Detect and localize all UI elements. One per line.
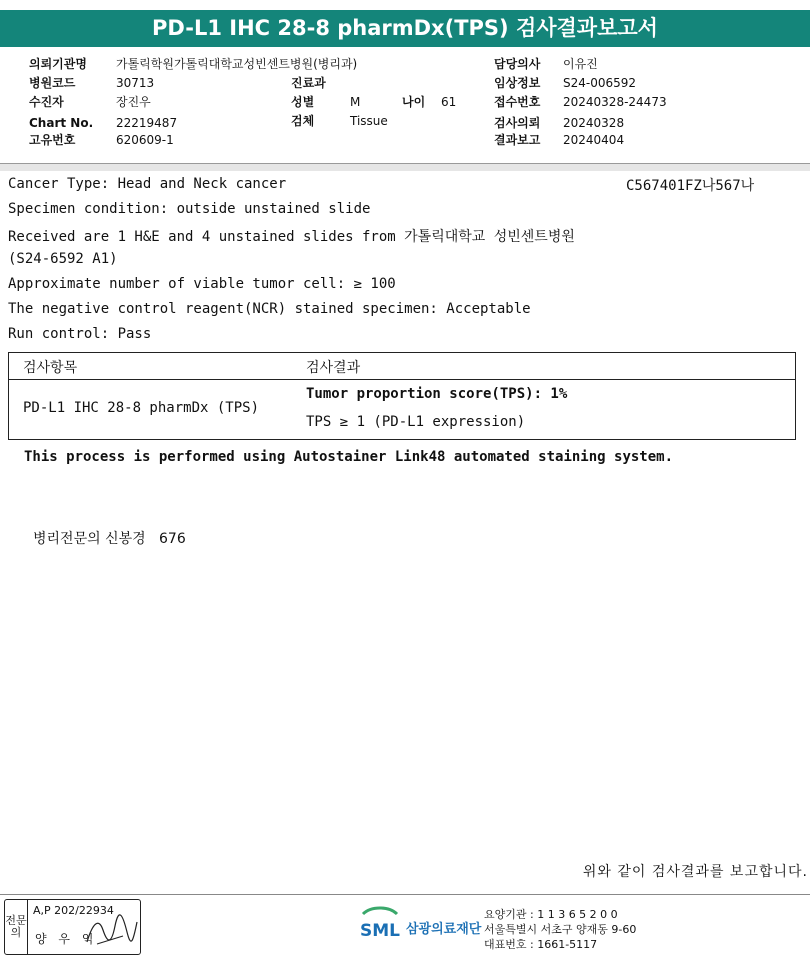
stamp-name: 양 우 익 <box>35 932 98 946</box>
body-line: Approximate number of viable tumor cell: ≥ 100 <box>8 276 396 292</box>
clinical-label: 임상정보 <box>494 76 541 90</box>
process-note: This process is performed using Autostainer Link48 automated staining system. <box>24 449 674 465</box>
dept-label: 진료과 <box>291 76 326 90</box>
doctor-label: 담당의사 <box>494 57 541 71</box>
specimen-label: 검체 <box>291 114 315 128</box>
pathologist-stamp <box>4 899 141 955</box>
table-header-result: 검사결과 <box>306 360 361 376</box>
institution-label: 의뢰기관명 <box>29 57 87 71</box>
pathologist-signature: 병리전문의 신봉경 676 <box>33 531 186 547</box>
pathologist-number: 676 <box>159 531 186 547</box>
header-shade <box>0 164 810 171</box>
closing-statement: 위와 같이 검사결과를 보고합니다. <box>582 864 808 880</box>
hospital-code-label: 병원코드 <box>29 76 76 90</box>
sex-label: 성별 <box>291 95 315 109</box>
organization-name: 삼광의료재단 <box>406 922 482 937</box>
institution-value: 가톨릭학원가톨릭대학교성빈센트병원(병리과) <box>116 57 358 71</box>
org-address: 서울특별시 서초구 양재동 9-60 <box>484 923 637 936</box>
hospital-code-value: 30713 <box>116 76 155 90</box>
sml-logo-icon <box>357 906 403 944</box>
table-result-expression: TPS ≥ 1 (PD-L1 expression) <box>306 414 526 430</box>
body-line: Received are 1 H&E and 4 unstained slides from 가톨릭대학교 성빈센트병원 <box>8 229 575 245</box>
chart-label: Chart No. <box>29 116 94 130</box>
receipt-label: 접수번호 <box>494 95 541 109</box>
chart-value: 22219487 <box>116 116 178 130</box>
report-label: 결과보고 <box>494 133 541 147</box>
body-line: Cancer Type: Head and Neck cancer <box>8 176 287 192</box>
specimen-code: C567401FZ나567나 <box>626 178 755 194</box>
request-label: 검사의뢰 <box>494 116 541 130</box>
svg-text:SML: SML <box>360 921 400 941</box>
footer-divider <box>0 894 810 895</box>
org-code: 요양기관 : 1 1 3 6 5 2 0 0 <box>484 908 618 921</box>
receipt-value: 20240328-24473 <box>563 95 667 109</box>
request-value: 20240328 <box>563 116 625 130</box>
patient-value: 장진우 <box>116 95 151 109</box>
unique-label: 고유번호 <box>29 133 76 147</box>
table-result-score: Tumor proportion score(TPS): 1% <box>306 386 568 402</box>
age-value: 61 <box>441 95 457 109</box>
body-line: (S24-6592 A1) <box>8 251 118 267</box>
doctor-value: 이유진 <box>563 57 598 71</box>
unique-value: 620609-1 <box>116 133 174 147</box>
table-divider <box>9 379 795 380</box>
report-value: 20240404 <box>563 133 625 147</box>
results-table <box>8 352 796 440</box>
clinical-value: S24-006592 <box>563 76 637 90</box>
age-label: 나이 <box>402 95 426 109</box>
stamp-side-label: 전문의 <box>5 900 28 954</box>
handwritten-signature-icon <box>83 912 139 950</box>
table-header-item: 검사항목 <box>23 360 78 376</box>
specimen-value: Tissue <box>350 114 388 128</box>
institution-dept: (병리과) <box>313 57 358 71</box>
org-phone: 대표번호 : 1661-5117 <box>484 938 598 951</box>
sex-value: M <box>350 95 361 109</box>
stamp-ap-number: A,P 202/22934 <box>33 904 114 917</box>
report-title: PD-L1 IHC 28-8 pharmDx(TPS) 검사결과보고서 <box>0 10 810 47</box>
body-line: Specimen condition: outside unstained slide <box>8 201 371 217</box>
patient-label: 수진자 <box>29 95 64 109</box>
body-line: Run control: Pass <box>8 326 152 342</box>
body-line: The negative control reagent(NCR) stained specimen: Acceptable <box>8 301 531 317</box>
table-item: PD-L1 IHC 28-8 pharmDx (TPS) <box>23 400 260 416</box>
